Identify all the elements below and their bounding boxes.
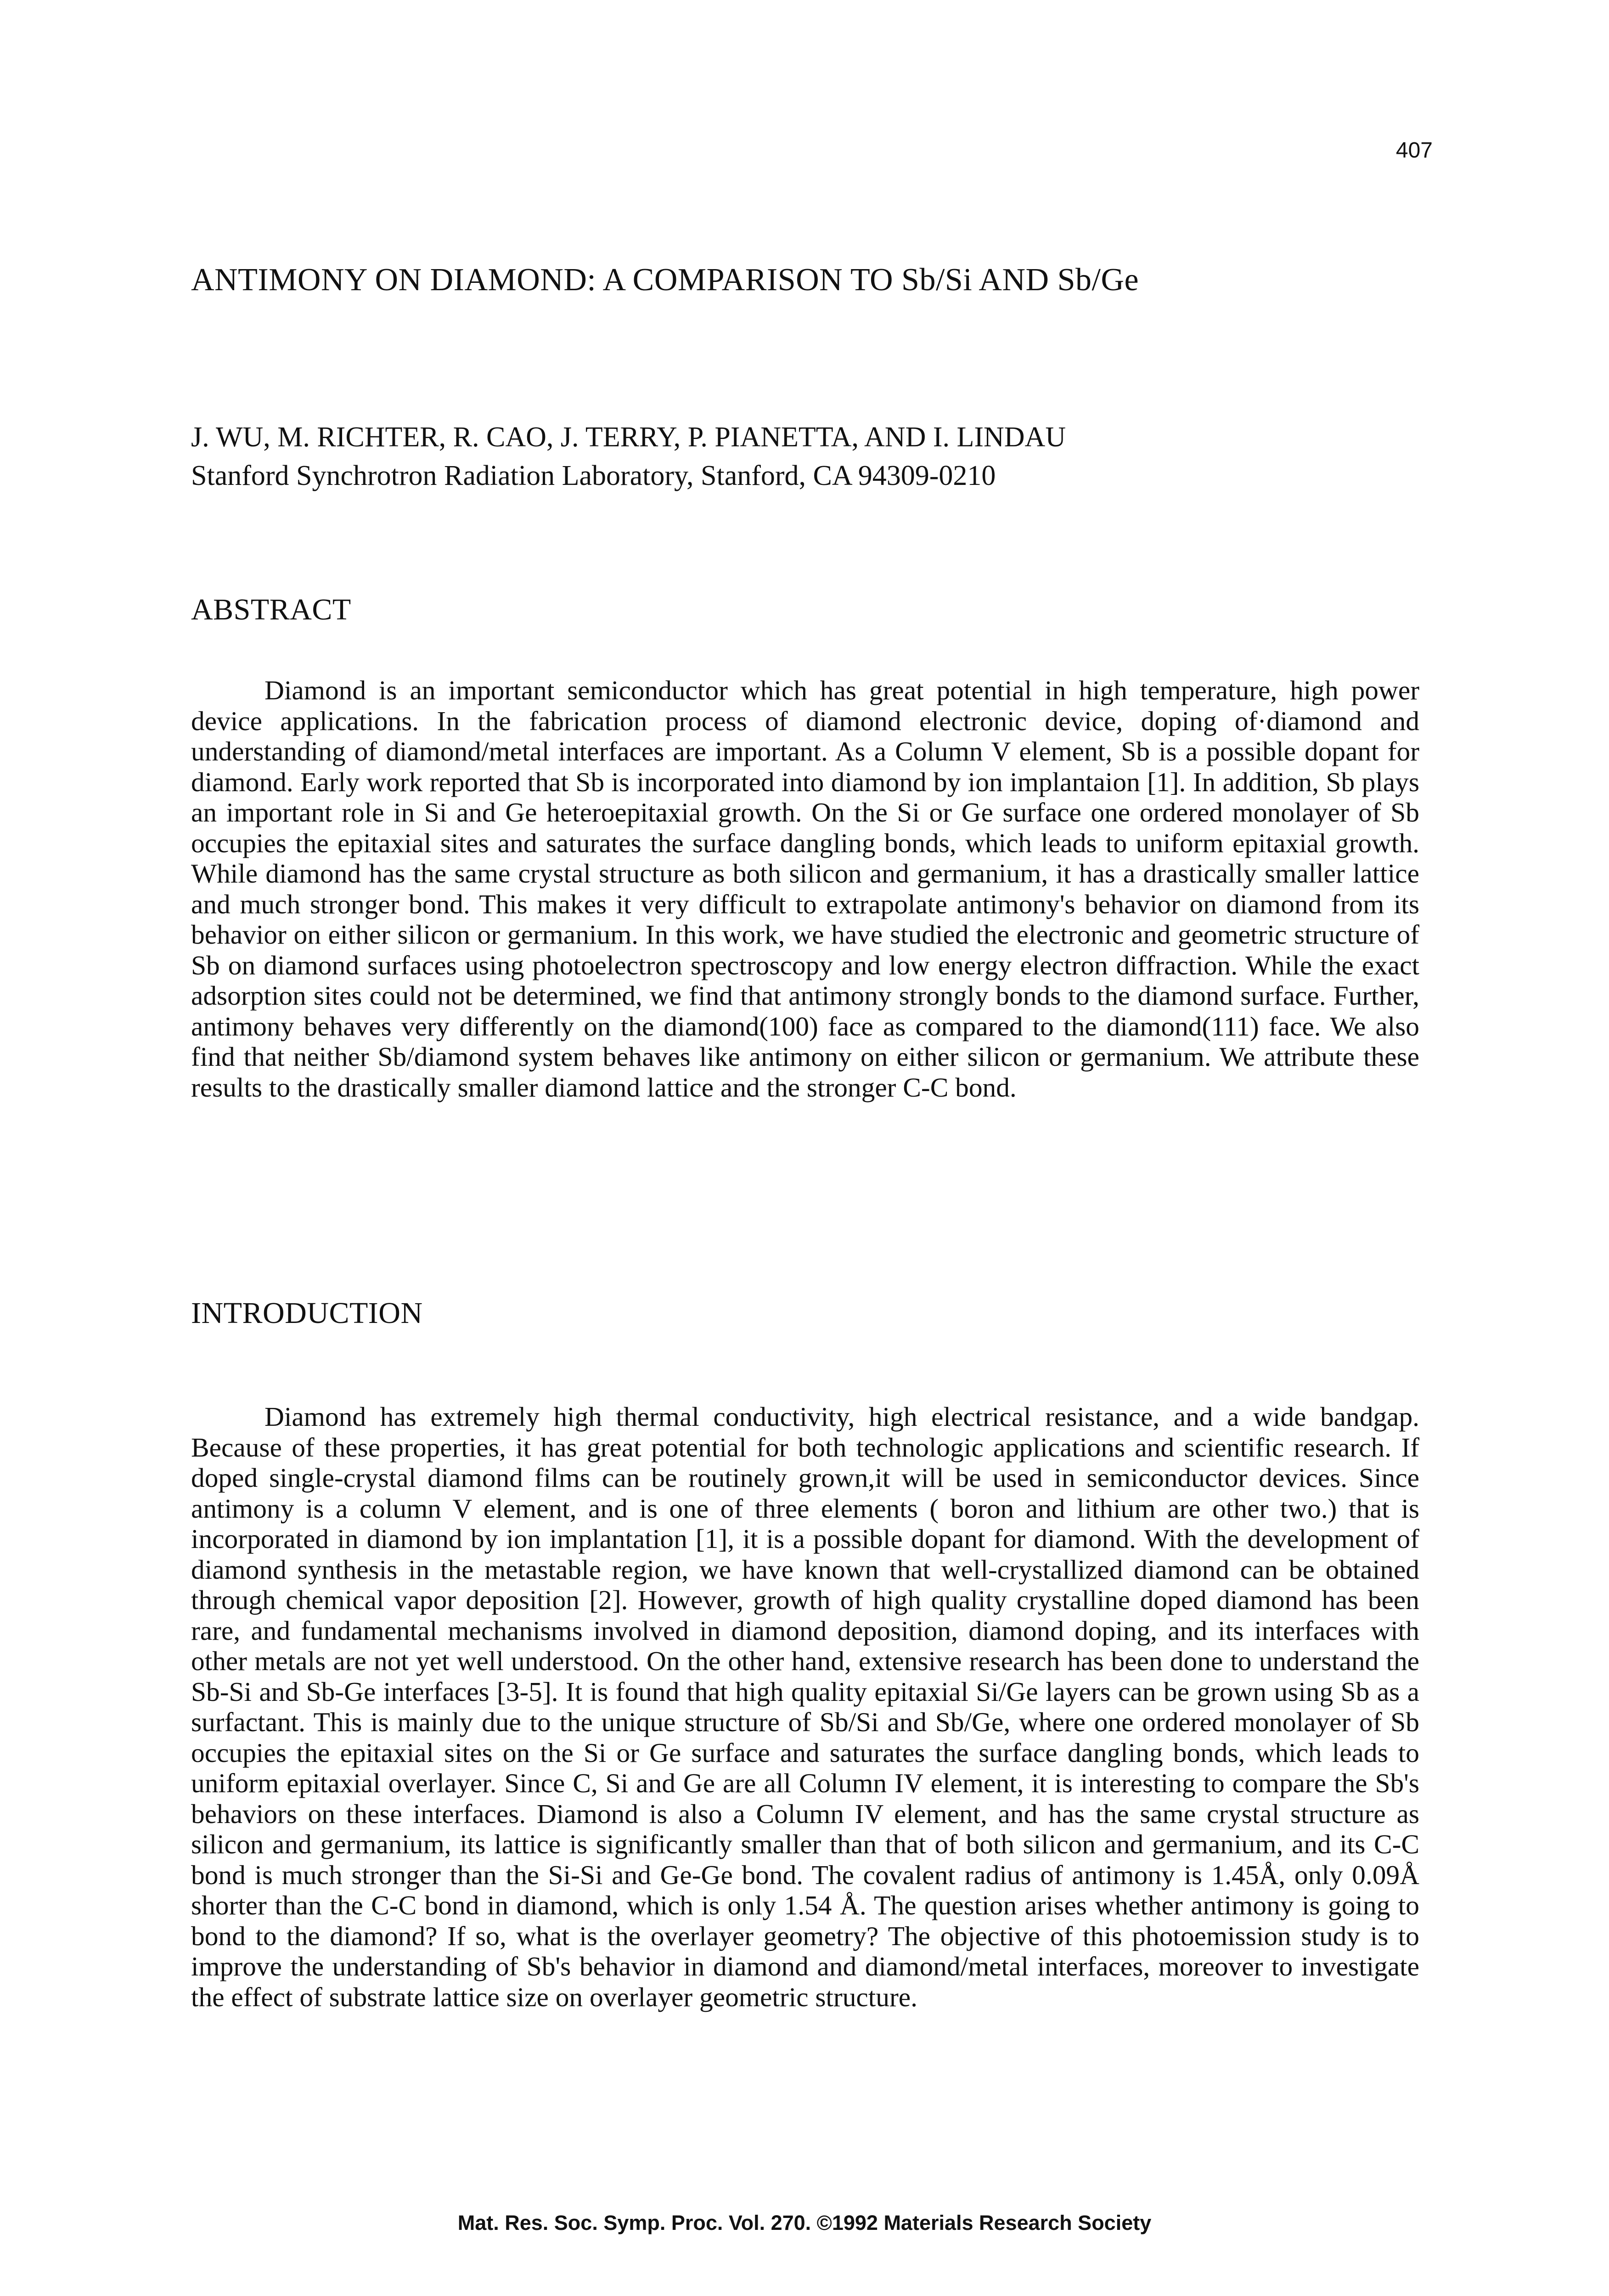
abstract-paragraph: Diamond is an important semiconductor which has great potential in high temperature, high power device applications. In the fabrication process of diamond electronic device, doping of·diamond and understanding of diamond/metal interfaces are important. As a Column V element, Sb is a possible dopant for diamond. Early work reported that Sb is incorporated into diamond by ion implantaion [1]. In addition, Sb plays an important role in Si and Ge heteroepitaxial growth. On the Si or Ge surface one ordered monolayer of Sb occupies the epitaxial sites and saturates the surface dangling bonds, which leads to uniform epitaxial growth. While diamond has the same crystal structure as both silicon and germanium, it has a drastically smaller lattice and much stronger bond. This makes it very difficult to extrapolate antimony's behavior on diamond from its behavior on either silicon or germanium. In this work, we have studied the electronic and geometric structure of Sb on diamond surfaces using photoelectron spectroscopy and low energy electron diffraction. While the exact adsorption sites could not be determined, we find that antimony strongly bonds to the diamond surface. Further, antimony behaves very differently on the diamond(100) face as compared to the diamond(111) face. We also find that neither Sb/diamond system behaves like antimony on either silicon or germanium. We attribute these results to the drastically smaller diamond lattice and the stronger C-C bond. bbox=[191, 675, 1419, 1103]
author-list: J. WU, M. RICHTER, R. CAO, J. TERRY, P. PIANETTA, AND I. LINDAU bbox=[191, 422, 1066, 453]
author-block bbox=[191, 418, 1477, 495]
page-number: 407 bbox=[1395, 138, 1433, 163]
paper-title: ANTIMONY ON DIAMOND: A COMPARISON TO Sb/Si AND Sb/Ge bbox=[191, 262, 1139, 298]
introduction-heading: INTRODUCTION bbox=[191, 1296, 423, 1330]
abstract-heading: ABSTRACT bbox=[191, 593, 351, 626]
affiliation: Stanford Synchrotron Radiation Laboratory, Stanford, CA 94309-0210 bbox=[191, 460, 996, 491]
journal-footer: Mat. Res. Soc. Symp. Proc. Vol. 270. ©1992 Materials Research Society bbox=[457, 2211, 1152, 2234]
introduction-paragraph: Diamond has extremely high thermal conductivity, high electrical resistance, and a wide bandgap. Because of these properties, it has great potential for both technologic applications and scientific research. If doped single-crystal diamond films can be routinely grown,it will be used in semiconductor devices. Since antimony is a column V element, and is one of three elements ( boron and lithium are other two.) that is incorporated in diamond by ion implantation [1], it is a possible dopant for diamond. With the development of diamond synthesis in the metastable region, we have known that well-crystallized diamond can be obtained through chemical vapor deposition [2]. However, growth of high quality crystalline doped diamond has been rare, and fundamental mechanisms involved in diamond deposition, diamond doping, and its interfaces with other metals are not yet well understood. On the other hand, extensive research has been done to understand the Sb-Si and Sb-Ge interfaces [3-5]. It is found that high quality epitaxial Si/Ge layers can be grown using Sb as a surfactant. This is mainly due to the unique structure of Sb/Si and Sb/Ge, where one ordered monolayer of Sb occupies the epitaxial sites on the Si or Ge surface and saturates the surface dangling bonds, which leads to uniform epitaxial overlayer. Since C, Si and Ge are all Column IV element, it is interesting to compare the Sb's behaviors on these interfaces. Diamond is also a Column IV element, and has the same crystal structure as silicon and germanium, its lattice is significantly smaller than that of both silicon and germanium, and its C-C bond is much stronger than the Si-Si and Ge-Ge bond. The covalent radius of antimony is 1.45Å, only 0.09Å shorter than the C-C bond in diamond, which is only 1.54 Å. The question arises whether antimony is going to bond to the diamond? If so, what is the overlayer geometry? The objective of this photoemission study is to improve the understanding of Sb's behavior in diamond and diamond/metal interfaces, moreover to investigate the effect of substrate lattice size on overlayer geometric structure. bbox=[191, 1401, 1419, 2012]
